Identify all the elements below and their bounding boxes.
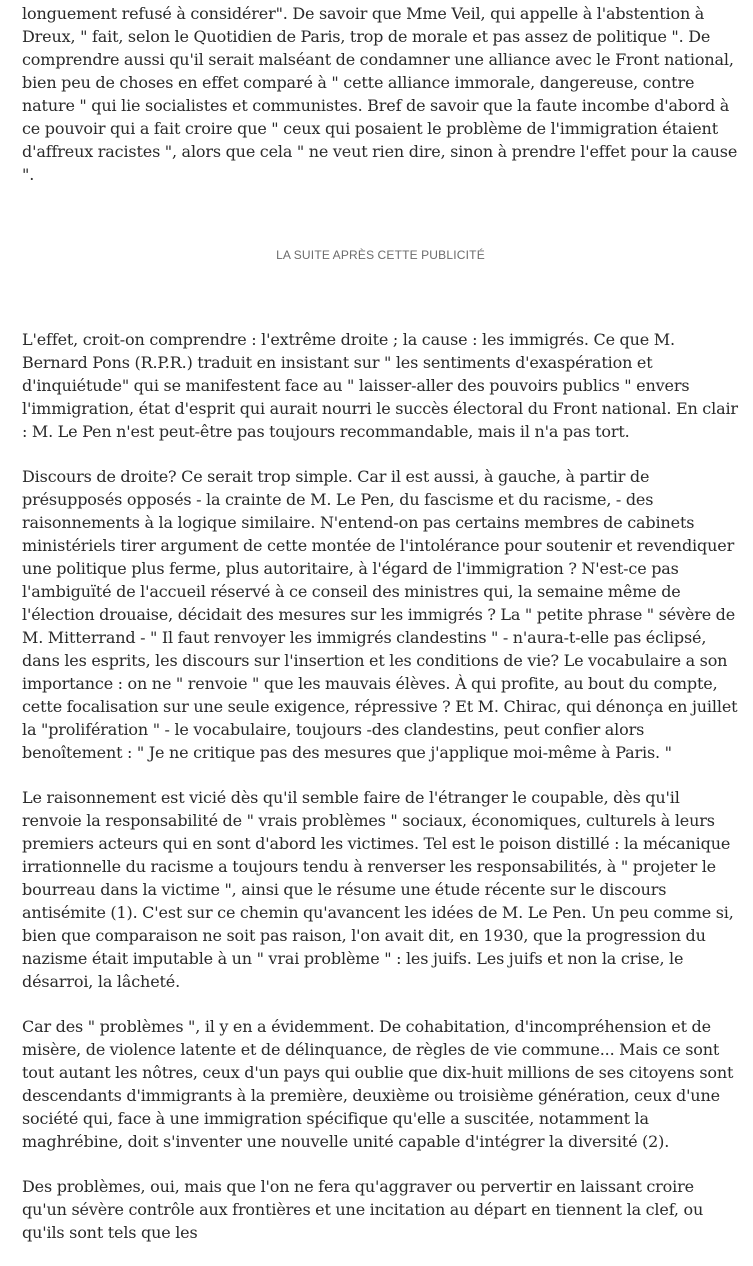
article-paragraph-4: Le raisonnement est vicié dès qu'il semble faire de l'étranger le coupable, dès qu'il renvoie la responsabilité de " vrais problèmes " sociaux, économiques, culturels à leurs premiers acteurs qui en sont d'abord les victimes. Tel est le poison distillé : la mécanique irrationnelle du racisme a toujours tendu à renverser les responsabilités, à " projeter le bourreau dans la victime ", ainsi que le résume une étude récente sur le discours antisémite (1). C'est sur ce chemin qu'avancent les idées de M. Le Pen. Un peu comme si, bien que comparaison ne soit pas raison, l'on avait dit, en 1930, que la progression du nazisme était imputable à un " vrai problème " : les juifs. Les juifs et non la crise, le désarroi, la lâcheté. xyxy=(22,788,734,991)
advertisement-placeholder xyxy=(22,208,739,328)
article-paragraph-3: Discours de droite? Ce serait trop simple. Car il est aussi, à gauche, à partir de présupposés opposés - la crainte de M. Le Pen, du fascisme et du racisme, - des raisonnements à la logique similaire. N'entend-on pas certains membres de cabinets ministériels tirer argument de cette montée de l'intolérance pour soutenir et revendiquer une politique plus ferme, plus autoritaire, à l'égard de l'immigration ? N'est-ce pas l'ambiguïté de l'accueil réservé à ce conseil des ministres qui, la semaine même de l'élection drouaise, décidait des mesures sur les immigrés ? La " petite phrase " sévère de M. Mitterrand - " Il faut renvoyer les immigrés clandestins " - n'aura-t-elle pas éclipsé, dans les esprits, les discours sur l'insertion et les conditions de vie? Le vocabulaire a son importance : on ne " renvoie " que les mauvais élèves. À qui profite, au bout du compte, cette focalisation sur une seule exigence, répressive ? Et M. Chirac, qui dénonça en juillet la "prolifération " - le vocabulaire, toujours -des clandestins, peut confier alors benoîtement : " Je ne critique pas des mesures que j'applique moi-même à Paris. " xyxy=(22,467,738,762)
article-paragraph-6: Des problèmes, oui, mais que l'on ne fera qu'aggraver ou pervertir en laissant croire qu'un sévère contrôle aux frontières et une incitation au départ en tiennent la clef, ou qu'ils sont tels que les xyxy=(22,1177,704,1242)
article-paragraph-2: L'effet, croit-on comprendre : l'extrême droite ; la cause : les immigrés. Ce que M. Bernard Pons (R.P.R.) traduit en insistant sur " les sentiments d'exaspération et d'inquiétude" qui se manifestent face au " laisser-aller des pouvoirs publics " envers l'immigration, état d'esprit qui aurait nourri le succès électoral du Front national. En clair : M. Le Pen n'est peut-être pas toujours recommandable, mais il n'a pas tort. xyxy=(22,330,738,441)
article-paragraph-1: longuement refusé à considérer". De savoir que Mme Veil, qui appelle à l'abstention à Dreux, " fait, selon le Quotidien de Paris, trop de morale et pas assez de politique ". De comprendre aussi qu'il serait malséant de condamner une alliance avec le Front national, bien peu de choses en effet comparé à " cette alliance immorale, dangereuse, contre nature " qui lie socialistes et communistes. Bref de savoir que la faute incombe d'abord à ce pouvoir qui a fait croire que " ceux qui posaient le problème de l'immigration étaient d'affreux racistes ", alors que cela " ne veut rien dire, sinon à prendre l'effet pour la cause ". xyxy=(22,4,738,184)
article-paragraph-5: Car des " problèmes ", il y en a évidemment. De cohabitation, d'incompréhension et de misère, de violence latente et de délinquance, de règles de vie commune... Mais ce sont tout autant les nôtres, ceux d'un pays qui oublie que dix-huit millions de ses citoyens sont descendants d'immigrants à la première, deuxième ou troisième génération, ceux d'une société qui, face à une immigration spécifique qu'elle a suscitée, notamment la maghrébine, doit s'inventer une nouvelle unité capable d'intégrer la diversité (2). xyxy=(22,1017,734,1151)
advertisement-label: LA SUITE APRÈS CETTE PUBLICITÉ xyxy=(276,248,485,262)
